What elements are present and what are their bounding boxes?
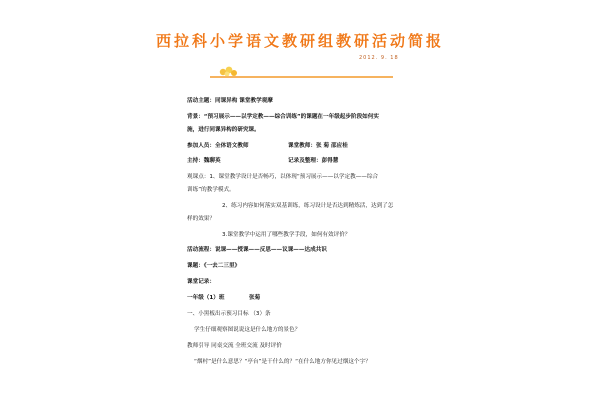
flower-divider-icon [205, 66, 395, 82]
lesson-title: 课题：《一去二三里》 [187, 263, 241, 269]
observation-line-3: 2、练习内容如何落实双基训练，练习设计是否达到精炼活，达到了怎 [222, 203, 394, 209]
background-line-1: 背景：“预习展示——以学定教——综合训练”的课题在一年级起步阶段如何实 [187, 114, 379, 120]
class-record-heading: 课堂记录： [187, 279, 215, 285]
participants-text: 参加人员：全体语文教师 [187, 143, 249, 149]
observation-line-5: 3.课堂教学中运用了哪些教学手段，如何有效评价？ [222, 232, 351, 238]
participants-row [187, 143, 427, 150]
activity-theme-label: 活动主题： [187, 98, 215, 104]
record-line-3: 教师引导 同桌交流 全班交流 及时评价 [187, 343, 282, 349]
activity-theme-line [187, 98, 273, 105]
background-line-2: 施，进行同课异构的研究课。 [187, 127, 260, 133]
grade-row [187, 295, 387, 302]
observation-line-2: 训练”的教学模式。 [187, 187, 235, 193]
record-line-1: 一、小黑板出示预习目标 （3）条 [187, 311, 271, 317]
recorder-text: 记录及整理：彭得慧 [288, 158, 339, 164]
class-teacher-text: 课堂教师：张 菊 邵应桂 [288, 143, 348, 149]
observation-line-4: 样的效果？ [187, 216, 215, 222]
record-line-2: 学生仔细观察图说说这是什么地方的景色？ [194, 327, 301, 333]
record-line-4: “烟村”是什么意思？“亭台”是干什么的？“在什么地方你见过烟这个字？ [194, 359, 371, 365]
grade-teacher: 张菊 [249, 295, 261, 301]
observation-line-1: 观课点：1、课堂教学设计是否畅巧，以体现“预习展示——以学定教——综合 [187, 174, 379, 180]
grade-class: 一年级（1）班 [187, 295, 225, 301]
activity-process: 活动流程：说课——授课——反思——议课——达成共识 [187, 247, 327, 253]
host-row [187, 158, 427, 165]
activity-theme-value: 同课异构 课堂教学观摩 [214, 98, 273, 104]
host-text: 主持：魏聊英 [187, 158, 221, 164]
document-date: 2012. 9. 18 [359, 55, 399, 61]
document-title: 西拉科小学语文教研组教研活动简报 [155, 32, 444, 50]
